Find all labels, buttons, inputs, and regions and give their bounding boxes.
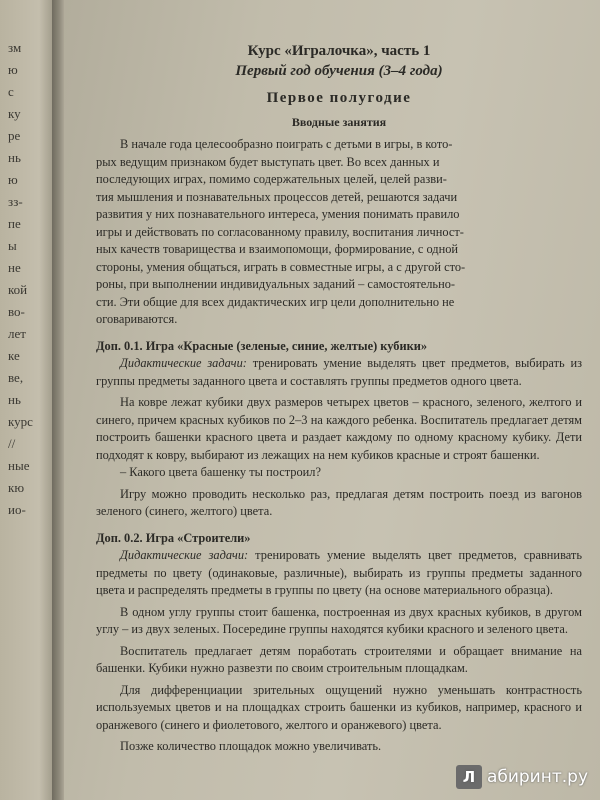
game1-tasks-label: Дидактические задачи:: [120, 356, 247, 370]
intro-line: игры и действовать по согласованному правилу, воспитания личност-: [96, 224, 464, 239]
game2-tasks-text: тренировать умение выделять цвет предметов, сравнивать предметы по цвету (одинаковые, различные), выбирать из группы предметы заданного цвета и распределять предметы в группы по цвету (на основе материального образца).: [96, 548, 582, 597]
left-page-fragment: ио-: [8, 502, 26, 517]
game2-paragraph-2: Воспитатель предлагает детям поработать строителями и обращает внимание на башенки. Кубики нужно развезти по своим строительным площадкам.: [96, 643, 582, 675]
left-page-fragment: //: [8, 436, 16, 451]
watermark-text: абиринт.ру: [486, 767, 588, 787]
page-title: Курс «Игралочка», часть 1: [247, 43, 431, 59]
game1-tasks: [96, 355, 582, 390]
intro-line: стороны, умения общаться, играть в совместные игры, а с другой сто-: [96, 259, 466, 274]
intro-line: ных качеств товарищества и взаимопомощи, формирование, с одной: [96, 242, 459, 256]
left-page-fragment: лет: [8, 326, 26, 341]
left-page-fragment: зз-: [8, 194, 23, 209]
game1-tasks-text: тренировать умение выделять цвет предметов, выбирать из группы предметы заданного цвета и составлять группы предметов одного цвета.: [96, 356, 582, 388]
left-page-fragment: не: [8, 260, 21, 275]
left-page-fragment: нь: [8, 150, 21, 165]
left-page-fragment: кю: [8, 480, 25, 495]
labirint-watermark: [456, 764, 588, 790]
intro-paragraph: [96, 136, 582, 329]
book-page: [64, 0, 600, 800]
intro-line: оговариваются.: [96, 312, 178, 326]
game2-paragraph-3: Для дифференциации зрительных ощущений нужно уменьшать контрастность используемых цветов и на площадках строить башенки из кубиков, например, красного и оранжевого (синего и фиолетового, желтого и оранжевого) цвета.: [96, 682, 582, 732]
game2-paragraph-1: В одном углу группы стоит башенка, построенная из двух красных кубиков, в другом углу – из двух зеленых. Посередине группы находятся кубики красного и зеленого цвета.: [96, 604, 582, 636]
page-subtitle: Первый год обучения (3–4 года): [235, 63, 443, 79]
intro-line: тия мышления и познавательных процессов детей, решаются задачи: [96, 189, 458, 204]
left-page-fragment: во-: [8, 304, 25, 319]
intro-line: сти. Эти общие для всех дидактических игр цели дополнительно не: [96, 294, 455, 309]
game1-paragraph-2: – Какого цвета башенку ты построил?: [120, 465, 321, 479]
left-page-fragment: курс: [8, 414, 33, 429]
left-page-fragment: пе: [8, 216, 21, 231]
left-page-fragment: ку: [8, 106, 21, 121]
game2-tasks-label: Дидактические задачи:: [120, 548, 249, 562]
left-page-fragment: кой: [8, 282, 28, 297]
left-page-fragment: зм: [8, 40, 22, 55]
semester-heading: Первое полугодие: [266, 90, 412, 106]
game2-heading: Доп. 0.2. Игра «Строители»: [96, 530, 251, 545]
left-page-fragment: ке: [8, 348, 20, 363]
left-page-fragment: ные: [8, 458, 30, 473]
game1-paragraph-3: Игру можно проводить несколько раз, предлагая детям построить поезд из вагонов зеленого (синего, желтого) цвета.: [96, 486, 582, 518]
game1-paragraph-1: На ковре лежат кубики двух размеров четырех цветов – красного, зеленого, желтого и синего, причем красных кубиков по 2–3 на каждого ребенка. Воспитатель предлагает детям построить башенки красного цвета и раздает каждому по одному красному кубику. Дети подходят к ковру, выбирают из лежащих на нем кубиков красные и строят башенки.: [96, 395, 582, 462]
game2-paragraph-4: Позже количество площадок можно увеличивать.: [120, 739, 382, 753]
left-page-fragment: с: [8, 84, 14, 99]
game2-tasks: [96, 547, 582, 600]
left-page-fragment: ы: [8, 238, 17, 253]
left-page-fragment: нь: [8, 392, 21, 407]
left-page-fragment: ю: [8, 172, 18, 187]
left-page-edge: [0, 0, 56, 800]
labirint-logo-icon: Л: [456, 765, 482, 789]
left-page-fragment: ве,: [8, 370, 24, 385]
section-heading: Вводные занятия: [291, 115, 387, 129]
intro-line: последующих играх, помимо содержательных целей, целей разви-: [96, 172, 447, 186]
left-page-fragment: ре: [8, 128, 21, 143]
left-page-fragment: ю: [8, 62, 18, 77]
game1-heading: Доп. 0.1. Игра «Красные (зеленые, синие, желтые) кубики»: [96, 338, 428, 353]
page-content: [96, 42, 582, 756]
intro-line: В начале года целесообразно поиграть с детьми в игры, в кото-: [120, 137, 453, 151]
intro-line: развития у них познавательного интереса, умения понимать правило: [96, 207, 460, 221]
intro-line: рых ведущим признаком будет выступать цвет. Во всех данных и: [96, 154, 440, 169]
intro-line: роны, при выполнении индивидуальных заданий – самостоятельно-: [96, 277, 456, 291]
